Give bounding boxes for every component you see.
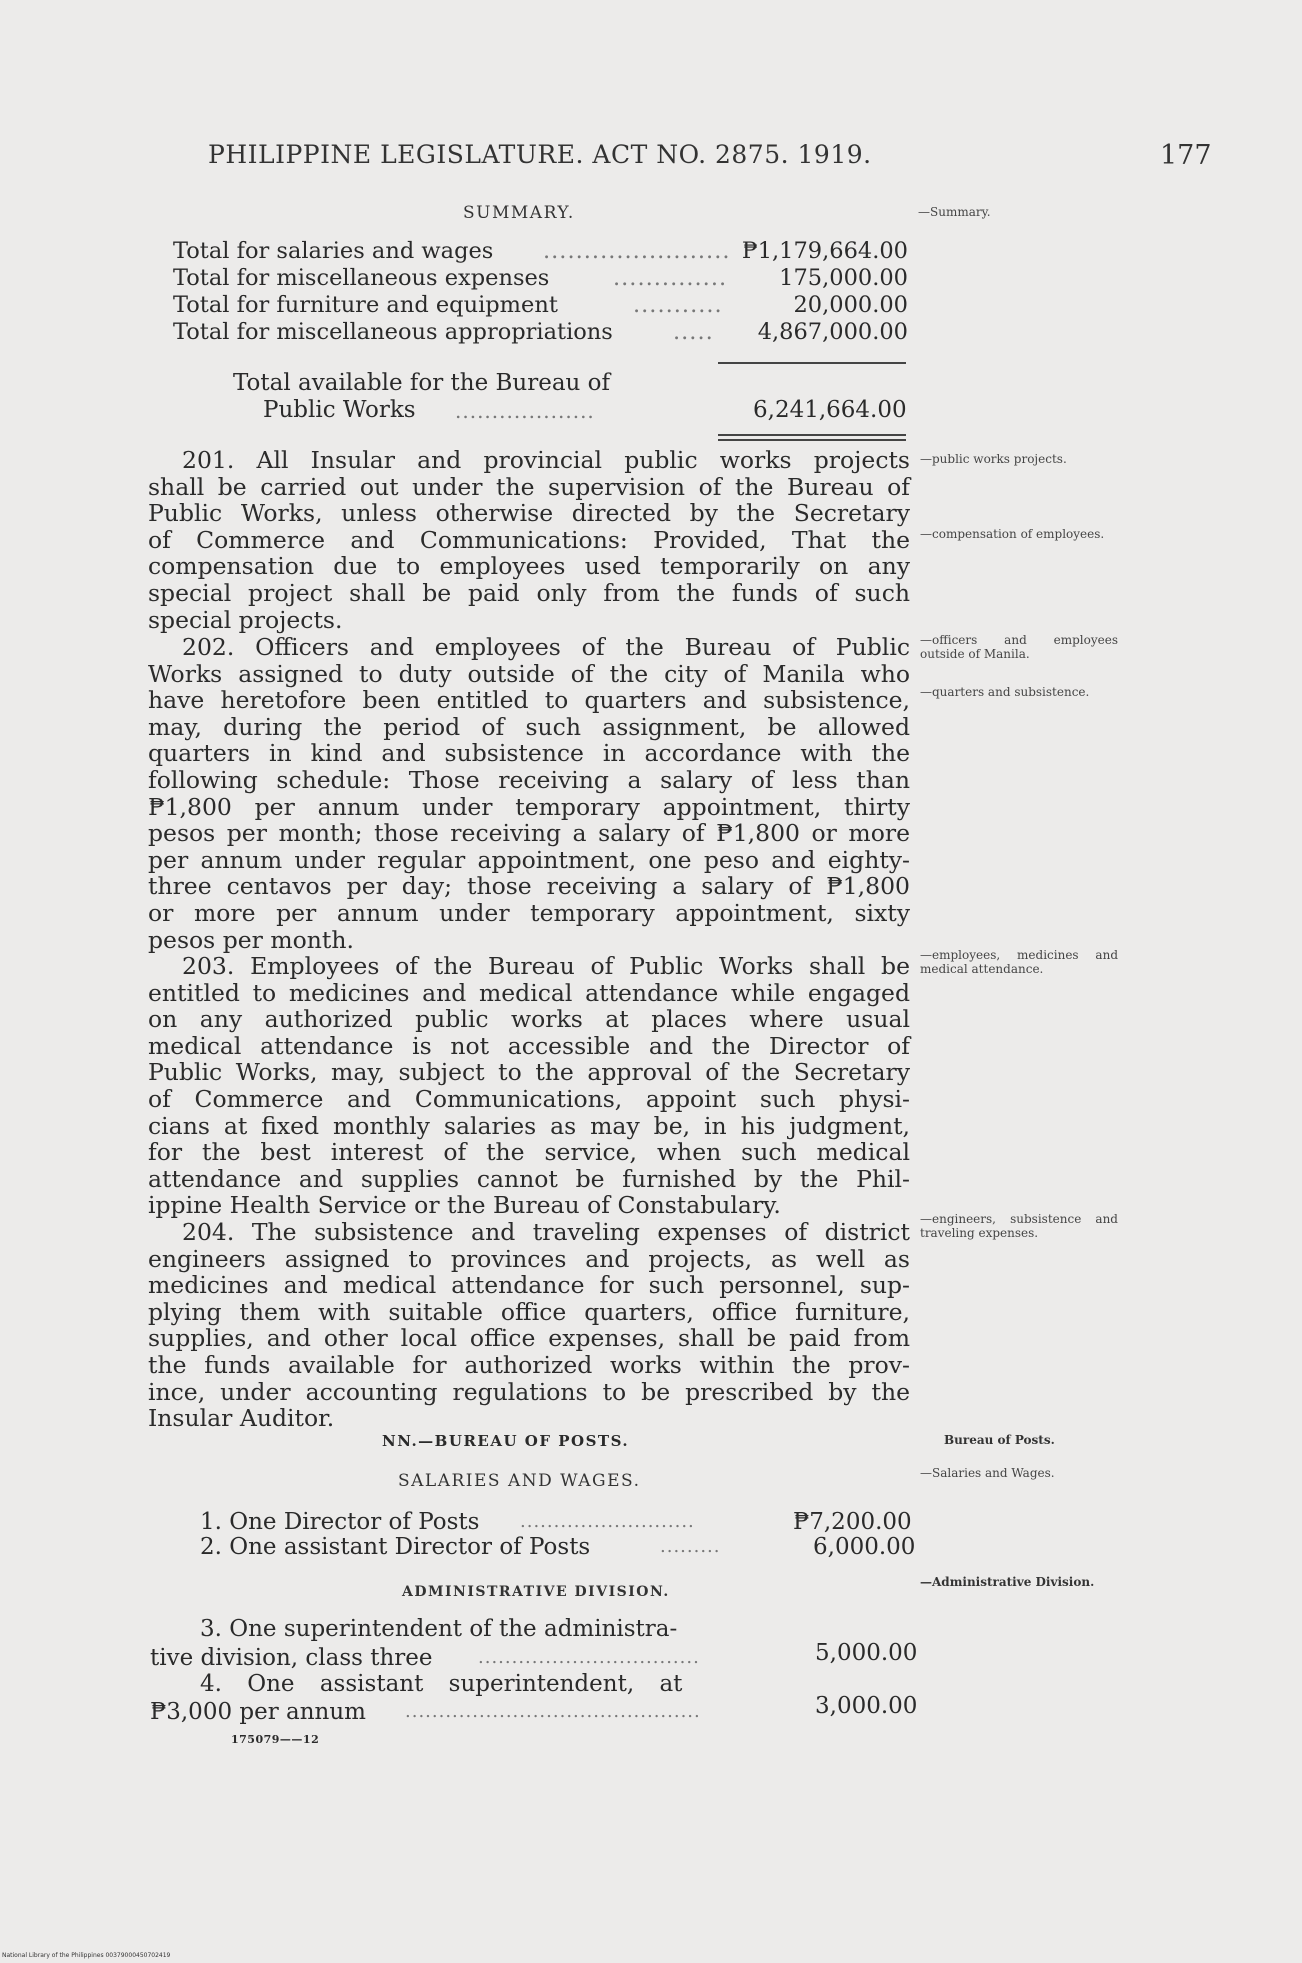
summary-row-amount: 4,867,000.00: [757, 319, 908, 345]
archive-watermark: National Library of the Philippines 00379000450702419: [2, 1952, 171, 1959]
side-note-quarters: —quarters and subsistence.: [920, 685, 1090, 699]
side-note-officers: —officers and employees outside of Manila.: [920, 633, 1118, 661]
summary-row-amount: 20,000.00: [793, 292, 908, 318]
text-line: Public Works, unless otherwise directed by the Secretary: [148, 499, 910, 528]
text-line: 203. Employees of the Bureau of Public Works shall be: [182, 952, 910, 980]
section-203: [148, 953, 910, 1219]
text-line: shall be carried out under the supervision of the Bureau of: [148, 472, 910, 501]
summary-row-label: Total for furniture and equipment: [173, 292, 558, 318]
text-line: three centavos per day; those receiving a salary of ₱1,800: [148, 872, 910, 901]
text-line: ₱1,800 per annum under temporary appointment, thirty: [148, 792, 910, 821]
total-dots: ...................: [455, 399, 595, 423]
total-amount: 6,241,664.00: [753, 397, 907, 423]
text-line: the funds available for authorized works within the prov-: [148, 1350, 910, 1379]
summary-row: Total for miscellaneous appropriations ..... 4,867,000.00: [173, 319, 908, 345]
text-line: medicines and medical attendance for such personnel, sup-: [148, 1271, 910, 1300]
summary-row-label: Total for miscellaneous expenses: [173, 265, 550, 291]
text-line: of Commerce and Communications: Provided, That the: [148, 525, 910, 554]
total-label-line2: Public Works: [263, 397, 416, 423]
posts-heading: NN.—BUREAU OF POSTS.: [382, 1432, 630, 1450]
total-label-line1: Total available for the Bureau of: [233, 370, 611, 396]
text-line: plying them with suitable office quarters, office furniture,: [148, 1297, 910, 1326]
posts-item-amount: 6,000.00: [813, 1534, 916, 1560]
text-line: pesos per month.: [148, 925, 354, 954]
leader-dots: ............................................: [405, 1701, 701, 1722]
summary-row-label: Total for miscellaneous appropriations: [173, 319, 613, 345]
leader-dots: ..........................: [520, 1511, 695, 1532]
text-line: 204. The subsistence and traveling expenses of district: [182, 1218, 910, 1246]
side-note-public-works: —public works projects.: [920, 452, 1067, 466]
side-note-summary: —Summary.: [918, 205, 991, 219]
posts-item-amount: ₱7,200.00: [793, 1509, 912, 1535]
posts-item-label: 2. One assistant Director of Posts: [200, 1534, 591, 1560]
posts-item3-amount: 5,000.00: [815, 1640, 918, 1666]
text-line: ippine Health Service or the Bureau of Constabulary.: [148, 1191, 781, 1220]
posts-subheading: SALARIES AND WAGES.: [398, 1471, 641, 1491]
summary-row: Total for furniture and equipment ........... 20,000.00: [173, 292, 908, 318]
text-line: quarters in kind and subsistence in accordance with the: [148, 739, 910, 768]
text-line: ince, under accounting regulations to be prescribed by the: [148, 1377, 910, 1406]
side-note-admin-division: —Administrative Division.: [920, 1575, 1095, 1589]
text-line: attendance and supplies cannot be furnished by the Phil-: [148, 1164, 910, 1193]
summary-row-label: Total for salaries and wages: [173, 238, 494, 264]
summary-row: Total for salaries and wages ....................... ₱1,179,664.00: [173, 238, 908, 264]
side-note-engineers: —engineers, subsistence and traveling expenses.: [920, 1212, 1118, 1240]
summary-row-amount: 175,000.00: [779, 265, 908, 291]
text-line: may, during the period of such assignment, be allowed: [148, 712, 910, 741]
text-line: on any authorized public works at places where usual: [148, 1005, 910, 1034]
text-line: special projects.: [148, 605, 343, 634]
text-line: of Commerce and Communications, appoint such physi-: [148, 1084, 910, 1113]
text-line: cians at fixed monthly salaries as may be, in his judgment,: [148, 1111, 910, 1140]
text-line: entitled to medicines and medical attendance while engaged: [148, 978, 910, 1007]
text-line: 202. Officers and employees of the Bureau of Public: [182, 633, 910, 661]
posts-item-label: 1. One Director of Posts: [200, 1509, 480, 1535]
text-line: or more per annum under temporary appointment, sixty: [148, 898, 910, 927]
text-line: have heretofore been entitled to quarters and subsistence,: [148, 686, 910, 715]
posts-item4-line2: ₱3,000 per annum: [150, 1699, 366, 1725]
side-note-bureau-posts: Bureau of Posts.: [944, 1433, 1055, 1447]
total-rule: [718, 362, 906, 364]
text-line: medical attendance is not accessible and the Director of: [148, 1031, 910, 1060]
posts-item3-line2: tive division, class three: [150, 1645, 433, 1671]
text-line: per annum under regular appointment, one peso and eighty-: [148, 845, 910, 874]
text-line: compensation due to employees used temporarily on any: [148, 552, 910, 581]
text-line: supplies, and other local office expenses, shall be paid from: [148, 1324, 910, 1353]
running-header: PHILIPPINE LEGISLATURE. ACT NO. 2875. 1919.: [208, 140, 872, 169]
leader-dots: .................................: [478, 1647, 700, 1668]
side-note-salaries-wages: —Salaries and Wages.: [920, 1466, 1055, 1480]
text-line: following schedule: Those receiving a salary of less than: [148, 765, 910, 794]
side-note-compensation: —compensation of employees.: [920, 527, 1105, 541]
text-line: special project shall be paid only from the funds of such: [148, 578, 910, 607]
double-rule-top: [718, 434, 906, 436]
section-204: [148, 1219, 910, 1432]
text-line: Insular Auditor.: [148, 1404, 335, 1433]
text-line: pesos per month; those receiving a salary of ₱1,800 or more: [148, 819, 910, 848]
leader-dots: .........: [660, 1536, 721, 1557]
page-number: 177: [1160, 140, 1212, 171]
admin-division-heading: ADMINISTRATIVE DIVISION.: [402, 1584, 670, 1600]
text-line: for the best interest of the service, when such medical: [148, 1138, 910, 1167]
posts-item4-line1: 4. One assistant superintendent, at: [200, 1671, 683, 1697]
side-note-medical: —employees, medicines and medical attendance.: [920, 948, 1118, 976]
posts-item4-amount: 3,000.00: [815, 1693, 918, 1719]
section-202: [148, 634, 910, 953]
summary-row: Total for miscellaneous expenses .............. 175,000.00: [173, 265, 908, 291]
text-line: Works assigned to duty outside of the city of Manila who: [148, 659, 910, 688]
section-201: [148, 447, 910, 633]
summary-title: SUMMARY.: [463, 203, 575, 223]
posts-item3-line1: 3. One superintendent of the administra-: [200, 1616, 678, 1642]
print-code: 175079——12: [231, 1733, 320, 1746]
text-line: 201. All Insular and provincial public works projects: [182, 446, 910, 474]
double-rule-bottom: [718, 439, 906, 441]
text-line: Public Works, may, subject to the approval of the Secretary: [148, 1058, 910, 1087]
summary-row-amount: ₱1,179,664.00: [741, 238, 908, 264]
text-line: engineers assigned to provinces and projects, as well as: [148, 1244, 910, 1273]
